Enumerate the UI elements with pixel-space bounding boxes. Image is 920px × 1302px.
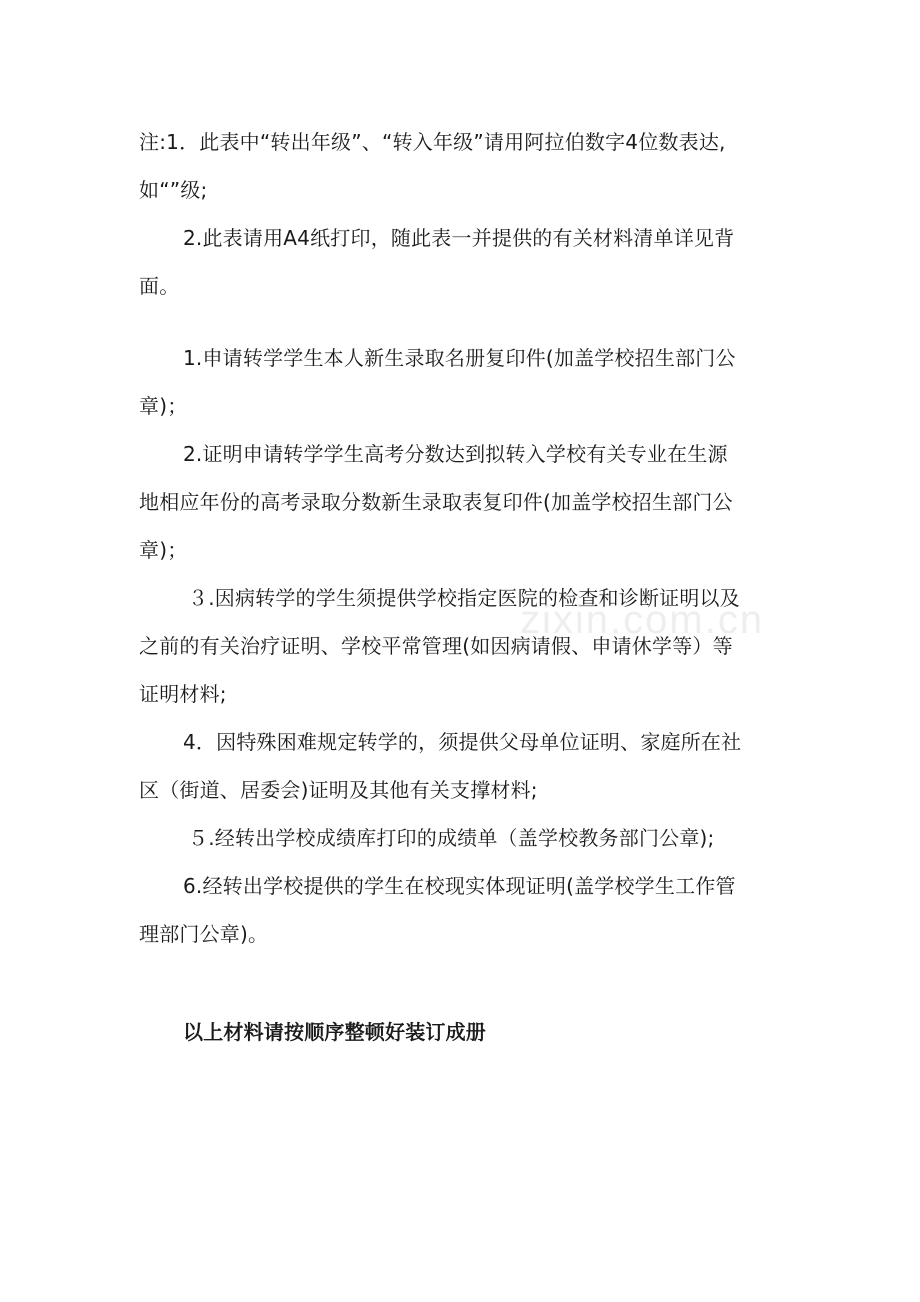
closing-instruction: 以上材料请按顺序整顿好装订成册 [183, 1020, 486, 1044]
note-line-3: 2.此表请用A4纸打印，随此表一并提供的有关材料清单详见背 [183, 226, 735, 250]
material-item-1-line-2: 章)； [139, 394, 188, 418]
material-item-6-line-1: 6.经转出学校提供的学生在校现实体现证明(盖学校学生工作管 [183, 874, 736, 898]
material-item-3-line-3: 证明材料; [139, 682, 227, 706]
material-item-6-line-2: 理部门公章)。 [139, 922, 269, 946]
material-item-4-line-1: 4．因特殊困难规定转学的，须提供父母单位证明、家庭所在社 [183, 730, 742, 754]
material-item-3-line-2: 之前的有关治疗证明、学校平常管理(如因病请假、申请休学等）等 [139, 634, 733, 658]
material-item-1-line-1: 1.申请转学学生本人新生录取名册复印件(加盖学校招生部门公 [183, 346, 736, 370]
material-item-2-line-1: 2.证明申请转学学生高考分数达到拟转入学校有关专业在生源 [183, 442, 728, 466]
note-line-4: 面。 [139, 274, 180, 298]
material-item-5: ５.经转出学校成绩库打印的成绩单（盖学校教务部门公章); [188, 826, 715, 850]
note-line-1: 注:1．此表中“转出年级”、“转入年级”请用阿拉伯数字4位数表达, [139, 130, 726, 154]
watermark: zixin.com.cn [520, 598, 765, 642]
material-item-2-line-3: 章)； [139, 538, 188, 562]
material-item-4-line-2: 区（街道、居委会)证明及其他有关支撑材料; [139, 778, 538, 802]
material-item-2-line-2: 地相应年份的高考录取分数新生录取表复印件(加盖学校招生部门公 [139, 490, 733, 514]
note-line-2: 如“”级; [139, 178, 208, 202]
material-item-3-line-1: ３.因病转学的学生须提供学校指定医院的检查和诊断证明以及 [188, 586, 740, 610]
